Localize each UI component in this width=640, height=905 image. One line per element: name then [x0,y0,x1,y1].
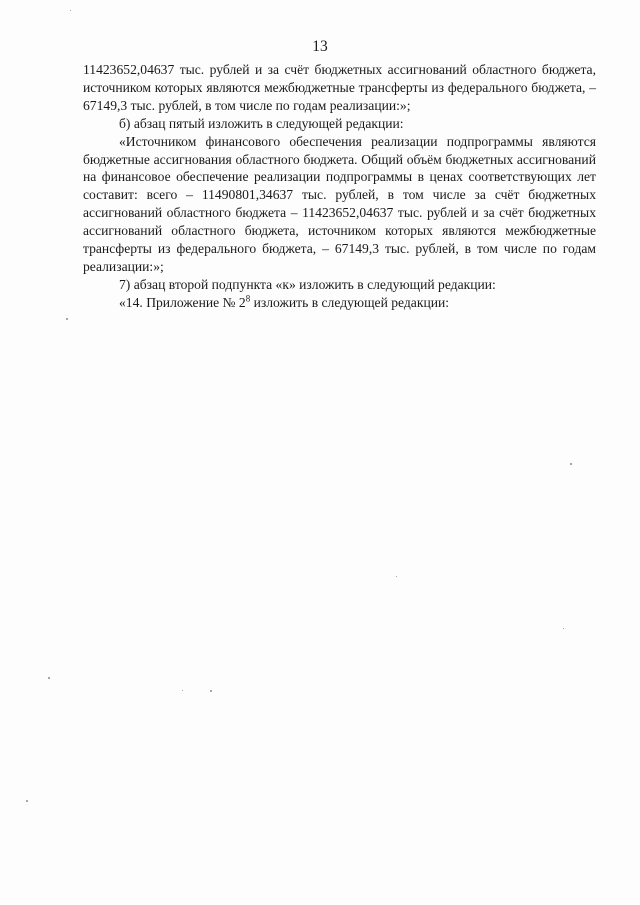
paragraph-continuation: 11423652,04637 тыс. рублей и за счёт бюджетных ассигнований областного бюджета, источником которых являются межбюджетные трансферты из федерального бюджета, – 67149,3 тыс. рублей, в том числе по годам реализации:»; [83,62,596,113]
paragraph-item-14 [83,294,596,312]
scan-speck [570,463,572,465]
paragraph-funding-quote: «Источником финансового обеспечения реализации подпрограммы являются бюджетные ассигнования областного бюджета. Общий объём бюджетных ассигнований на финансовое обеспечение реализации подпрограммы в ценах соответствующих лет составит: всего – 11490801,34637 тыс. рублей, в том числе за счёт бюджетных ассигнований областного бюджета – 11423652,04637 тыс. рублей и за счёт бюджетных ассигнований областного бюджета, источником которых являются межбюджетные трансферты из федерального бюджета, – 67149,3 тыс. рублей, в том числе по годам реализации:»; [83,133,596,274]
page-number: 13 [312,38,328,55]
appendix-text-start: «14. Приложение № 2 [119,294,246,310]
document-body [83,61,596,312]
scan-speck [70,10,71,11]
scan-speck [182,690,183,691]
appendix-superscript: 8 [245,293,251,304]
scan-speck [210,690,212,692]
paragraph-item-b: б) абзац пятый изложить в следующей редакции: [119,115,404,131]
scan-speck [26,800,28,802]
scan-speck [563,628,564,629]
scan-speck [396,576,397,577]
appendix-text-end: изложить в следующей редакции: [250,294,450,310]
scan-speck [48,677,50,679]
paragraph-item-7: 7) абзац второй подпункта «к» изложить в следующий редакции: [119,276,496,292]
scan-speck [66,318,68,320]
